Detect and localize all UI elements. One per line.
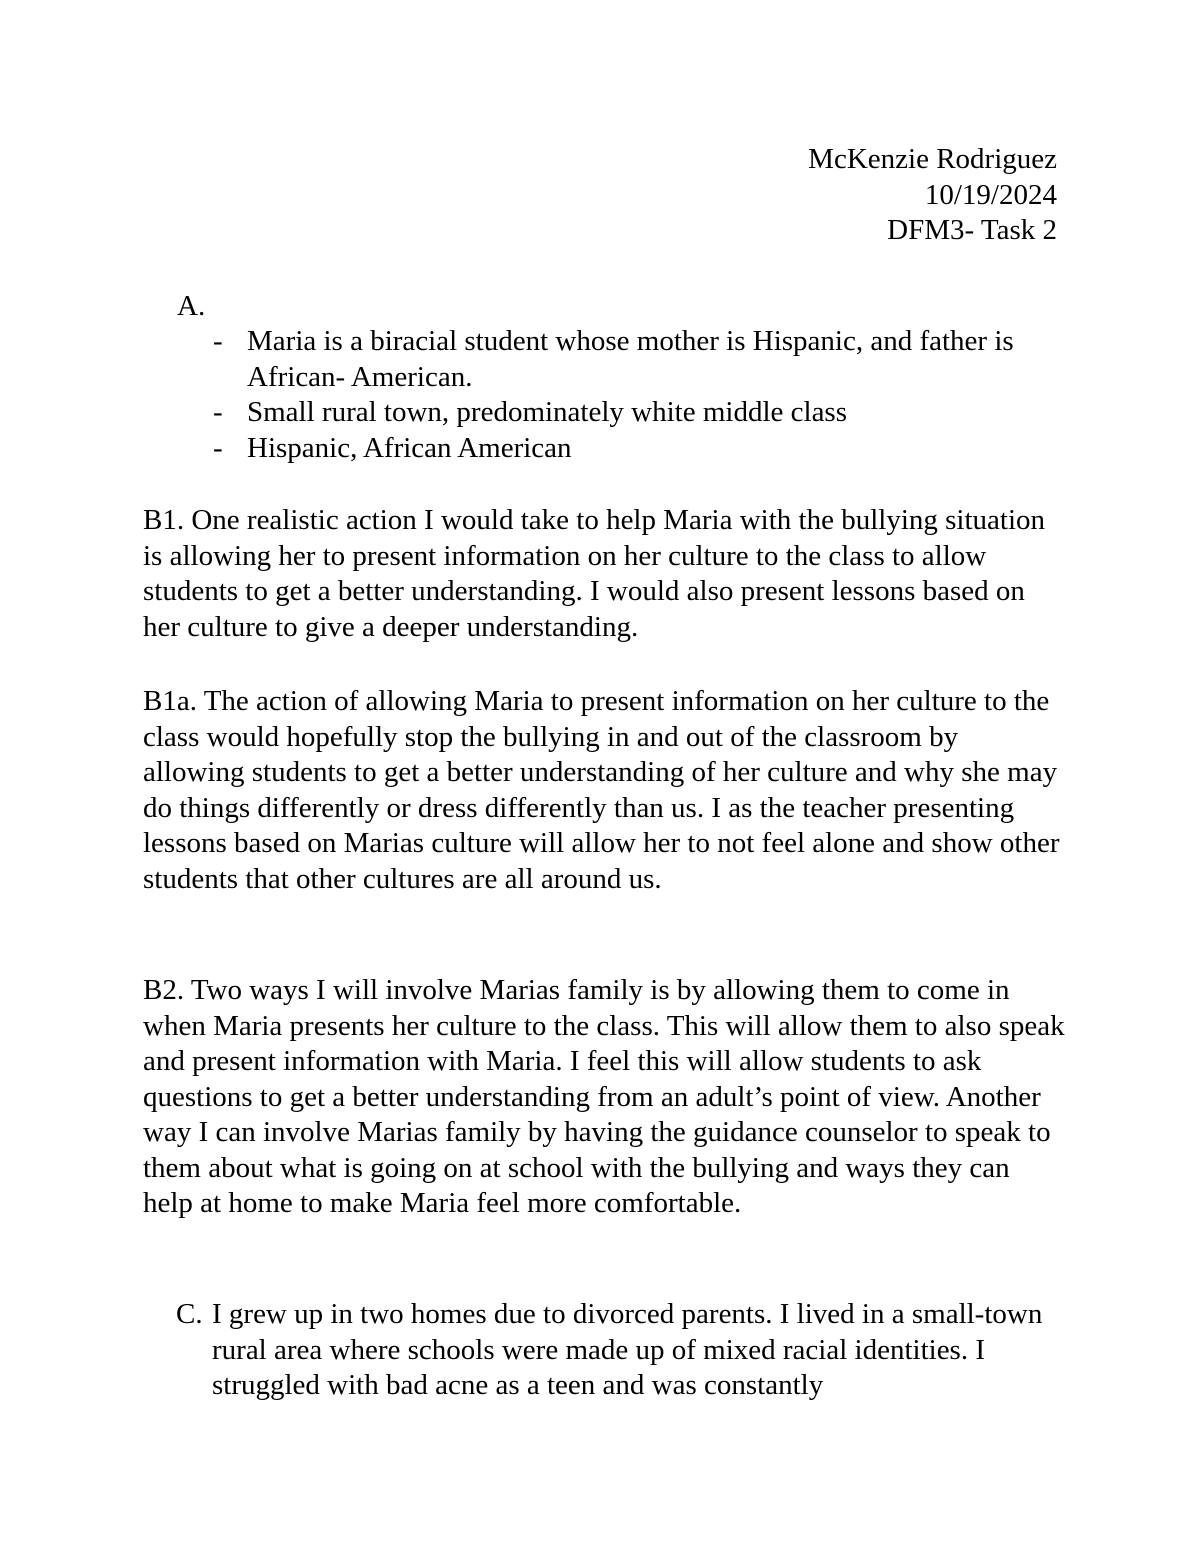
author-name: McKenzie Rodriguez <box>808 143 1057 175</box>
header-block <box>808 142 1057 249</box>
document-date: 10/19/2024 <box>924 178 1057 211</box>
list-item <box>213 395 1073 431</box>
bullet-dash: - <box>213 431 223 464</box>
bullet-text: Hispanic, African American <box>247 431 572 464</box>
bullet-dash: - <box>213 325 223 357</box>
list-item <box>213 324 1073 395</box>
paragraph-b2: B2. Two ways I will involve Marias family is by allowing them to come in when Maria presents her culture to the class. This will allow them to also speak and present information with Maria. I feel this will allow students to ask questions to get a better understanding from an adult’s point of view. Another way I can involve Marias family by having the guidance counselor to speak to them about what is going on at school with the bullying and ways they can help at home to make Maria feel more comfortable. <box>143 974 1065 1219</box>
bullet-text: Maria is a biracial student whose mother is Hispanic, and father is African- American. <box>247 325 1014 393</box>
paragraph-b1a: B1a. The action of allowing Maria to present information on her culture to the class would hopefully stop the bullying in and out of the classroom by allowing students to get a better understanding of her culture and why she may do things differently or dress differently than us. I as the teacher presenting lessons based on Marias culture will allow her to not feel alone and show other students that other cultures are all around us. <box>143 685 1060 895</box>
assignment-title: DFM3- Task 2 <box>887 214 1057 246</box>
bullet-dash: - <box>213 396 223 428</box>
section-a-label: A. <box>177 290 206 322</box>
section-c-label: C. <box>176 1298 203 1330</box>
bullet-text: Small rural town, predominately white middle class <box>247 396 848 428</box>
list-item <box>213 431 1073 467</box>
section-c-text: I grew up in two homes due to divorced parents. I lived in a small-town rural area where schools were made up of mixed racial identities. I struggled with bad acne as a teen and was constantly <box>212 1298 1043 1401</box>
section-a <box>177 289 1077 325</box>
section-c <box>176 1297 1056 1404</box>
paragraph-b1: B1. One realistic action I would take to help Maria with the bullying situation is allowing her to present information on her culture to the class to allow students to get a better understanding. I would also present lessons based on her culture to give a deeper understanding. <box>143 504 1046 643</box>
section-a-bullet-list <box>213 324 1073 466</box>
